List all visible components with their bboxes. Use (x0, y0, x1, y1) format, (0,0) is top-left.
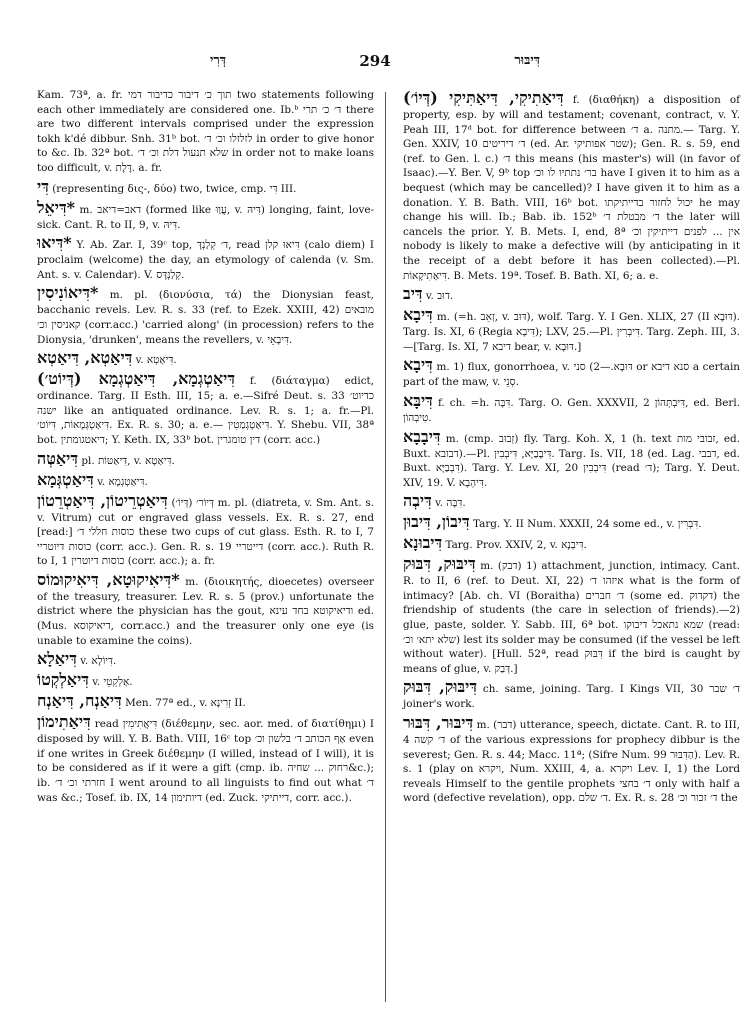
entry (403, 533, 740, 553)
headword: דִּיבָא (403, 355, 433, 375)
headword: דִּיאַתִיקִי, דִּיאַתִּיקִי (דְּיוֹ׳) (403, 88, 564, 107)
headword: דִּי (37, 176, 49, 196)
entry (403, 713, 740, 806)
entry (403, 427, 740, 491)
entry-text: ch. same, joining. Targ. I Kings VII, 30 ד׳ שבר joiner's work. (403, 683, 741, 711)
entry-text: Men. 77ª ed., v. זְרִינָא II. (125, 697, 246, 710)
headword: דִּיבָא (403, 305, 433, 325)
headword: דִּיבּוּק, דִּבּוּק (403, 677, 478, 697)
headword: דִּיבּוּר, דִּבּוּר (403, 713, 474, 733)
entry-text: m. (cmp. זְבוּב) fly. Targ. Koh. X, 1 (h. text זבובי מות, ed. Buxt. דבובא).—Pl. דִּיבָבַיָּא, דִּיבְבִין. Targ. Is. VII, 18 (ed. Lag. דבבי, ed. Buxt. דִּבְבַיָּא). Targ. Y. Lev. XI, 20 דִּיבְבִין (read ד׳); Targ. Y. Deut. XIV, 19. V. דִּיהְבָא. (403, 432, 740, 489)
headword: דִּיבְה (403, 491, 432, 511)
headword: דִּיאַנְח, דִּיאַנְח (37, 691, 122, 711)
headword: דִּיב (403, 284, 423, 304)
headword: דִּיאַטְא, דִּיאַטְא (37, 348, 133, 368)
entry (37, 449, 374, 469)
entry-text: f. (διαθήκη) a disposition of property, esp. by will and testament; covenant, contract, v. Y. Peah III, 17ᵈ bot. for difference between ד׳ a. מתנה.— Targ. Y. Gen. XXIV, 10 ד׳ דיריטים (ed. Ar. שטר אפותיקי); Gen. R. s. 59, end (ref. to Gen. l. c.) ד׳ this means (his master's) will (in favor of Isaac).—Y. Ber. V, 9ᵇ top בר׳ נתתיו לו וכ׳ have I given it to him as a bequest (which may be cancelled)? I have given it to him as a donation. Y. B. Bath. VIII, 16ᵇ bot. יכול לחזור בדייתיקתו he may change his will. Ib.; Bab. ib. 152ᵇ ד׳ מבטלת ד׳ the later will cancels the prior. Y. B. Mets. I, end, 8ª אין ... לפנים דייתיקין וכ׳ nobody is likely to make a defective will (by anticipating in it the receipt of a debt before it has been collected).—Pl. דִּיאַתִיקָאוֹת. B. Mets. 19ª. Tosef. B. Bath. XI, 6; a. e. (403, 94, 741, 282)
headword: דִּיבָבָא (403, 426, 441, 446)
entry (403, 391, 740, 426)
entry (37, 233, 374, 282)
entry-text: m. (διοικητής, dioecetes) overseer of the treasury, treasurer. Lev. R. s. 5 (prov.) unfortunate the district where the physician has the gout, ודיאיקוטא בחד עינא ed. (Mus. דיאיקוסא, corr.acc.) and the treasurer only one eye (is unable to examine the coins). (37, 575, 374, 647)
entry-text: v. דִּיוֹלָא. (80, 655, 117, 668)
entry (37, 88, 374, 176)
entry-text: Targ. Y. II Num. XXXII, 24 some ed., v. דִּבְרִין. (473, 518, 702, 531)
entry (37, 470, 374, 490)
entry (37, 348, 374, 368)
entry-text: f. (διάταγμα) edict, ordinance. Targ. II Esth. III, 15; a. e.—Sifré Deut. s. 33 כדיוט׳ ישנה like an antiquated ordinance. Lev. R. s. 1; a. fr.—Pl. דִּיאַטְגְּמָאוֹת, דִּיוֹט׳. Ex. R. s. 30; a. e.— דִּיאַטְגְמַטִין. Y. Shebu. VII, 38ª bot. דיאטגומתין; Y. Keth. IX, 33ᵇ bot. דין טומגרין (corr. acc.) (37, 375, 375, 446)
headword: *דִּיאוֹנִיסִין (37, 283, 99, 303)
headword: דִּיאַלְקְטוֹ (37, 670, 89, 690)
entry-text: m. pl. (διονύσια, τά) the Dionysian feast, bacchanic revels. Lev. R. s. 33 (ref. to Ezek. XXIII, 42) מובאים קאניסין וכ׳ (corr.acc.) 'carried along' (in procession) refers to the Dionysia, 'drunken', means the revellers, v. דִּיבָאֵי. (37, 289, 374, 346)
entry-text: (representing δις-, δύο) two, twice, cmp. דִּי III. (52, 182, 297, 195)
entry (37, 198, 374, 233)
entry (37, 177, 374, 197)
right-column (403, 88, 740, 807)
entry (37, 369, 374, 447)
entry-text: m. 1) flux, gonorrhoea, v. דּוּבָא.—2) סני or סנא דיבא a certain part of the maw, v. סְנֵי. (403, 361, 740, 389)
entry (403, 554, 740, 676)
left-catchword: דְּרִי (210, 53, 227, 68)
entry (37, 712, 374, 805)
right-catchword: דִּיבּוּר (514, 53, 540, 68)
entry-text: v. דוּב. (425, 290, 454, 303)
entry-text: Y. Ab. Zar. I, 39ᶜ top, ד׳ קְלַנְדָּ, read דִּיאוּ קלן (calo diem) I proclaim (welcome) the day, an etymology of calenda (v. Sm. Ant. s. v. Calendar). V. קְלַנְדָּס. (37, 239, 374, 281)
entry-text: v. אַלְקְטֵי. (92, 676, 133, 689)
headword: דִּיאַטְגְּמָא (37, 469, 94, 489)
entry (37, 283, 374, 347)
headword: *דִּיאוּ (37, 233, 72, 253)
entry-text: v. דִּיאַטְגְמָא. (97, 475, 148, 488)
entry-text: f. ch. =h. דִּבָּה. Targ. O. Gen. XXXVII, 2 דִּיבְתְּהוֹן, ed. Berl. טִיבְהוֹן. (403, 396, 741, 424)
entry (403, 355, 740, 390)
headword: *דִּיאֵל (37, 197, 76, 217)
headword: דִּיבוֹן, דִּיבוּן (403, 512, 470, 532)
entry-text: m. דאב=דיאב (formed like עֲוַוּ, v. דִּיהּ) longing, faint, love-sick. Cant. R. to II, 9, v. דִּיהּ. (37, 203, 374, 231)
entry-text: read דִּיאֲתִימִין (διέθεμην, sec. aor. med. of διατίθημι) I disposed by will. Y. B. Bath. VIII, 16ᶜ top אַף הכותב ד׳ בלשון וכ׳ even if one writes in Greek διέθεμην (I willed, instead of I will), it is to be considered as if it were a gift (cmp. ib. רחוק ... שחיה&c.); ib. חזרתי וכ׳ ד׳ I went around to all linguists to find out what ד׳ was &c.; Tosef. ib. IX, 14 דיותימון (ed. Zuck. דייתיקי, corr. acc.). (37, 718, 375, 804)
entry (37, 649, 374, 669)
headword: דִּיאַתִימוֹן (37, 712, 91, 732)
headword: דִּיבָּא (403, 390, 433, 410)
headword: דִּיבּוּק, דִּבּוּק (403, 554, 476, 574)
entry (37, 691, 374, 711)
headword: דִּיאַטְּה (37, 448, 79, 468)
entry (37, 570, 374, 648)
entry-text: m. (=h. זְאֵב, v. דּוּב), wolf. Targ. Y. I Gen. XLIX, 27 (II דּוּבָא). Targ. Is. XI, 6 (Regia דִּיבָא); LXV, 25.—Pl. דִּיבְרִין. Targ. Zeph. III, 3.—[Targ. Is. XI, 7 דיבא bear, v. דּוּבָא.] (403, 311, 740, 353)
entry (403, 491, 740, 511)
entry (403, 512, 740, 532)
entry-text: (דְּיוֹ׳) דְּיוֹר׳ m. pl. (diatreta, v. Sm. Ant. s. v. Vitrum) cut or engraved glass vessels. Ex. R. s. 27, end [read:] כוסות חללי ד׳ these two cups of cut glass. Esth. R. to I, 7 כוסות דיוטריי (corr. acc.). Gen. R. s. 19 דייטריי (corr. acc.). Ruth R. to I, 1 כוסות דיוטרין (corr. acc.); a. fr. (37, 496, 375, 568)
entry (403, 284, 740, 304)
entry (403, 305, 740, 354)
running-head (30, 52, 720, 74)
entry-text: v. דִּיאַטְא. (135, 354, 177, 367)
entry-text: pl. דִּיאַטּוֹת, v. דִּיאַטָא. (81, 454, 175, 467)
entry-text: Targ. Prov. XXIV, 2, v. דִּיבְנָא. (445, 539, 587, 552)
column-divider (385, 92, 386, 1002)
entry (403, 677, 740, 712)
left-column (37, 88, 374, 806)
headword: *דִּיאִיקוּטָא, דִּיאִיקוּמוֹס (37, 569, 180, 589)
entry-text: v. דִּבָּה. (435, 497, 466, 510)
headword: דִּיאַלָא (37, 649, 77, 669)
headword: דִּיאַטְרֵיטוֹן, דִּיאַטְרֵטוֹן (37, 490, 168, 510)
page-number: 294 (359, 52, 391, 70)
entry-text: m. (דבק) 1) attachment, junction, intimacy. Cant. R. to II, 6 (ref. to Deut. XI, 22) איזהו ד׳ what is the form of intimacy? [Ab. ch. VI (Boraitha) ד׳ חברים (some ed. דקדוק) the friendship of students (the care in selection of friends).—2) glue, paste, solder. Y. Sabb. III, 6ª bot. שמא נתאכל דיבוקו (read: שלא יתא׳ וכ׳) lest its solder may be consumed (if the vessel be left without water). [Hull. 52ª, read דִּבּוּק if the bird is caught by means of glue, v. דְּבַק.] (403, 560, 741, 675)
entry-text: Kam. 73ª, a. fr. תוך כ׳ דיבור כדיבור דמי two statements following each other immediately are considered one. Ib.ᵇ ד׳ כ׳ תרי there are two different intervals comprised under the expression tokh k'dé dibbur. Snh. 31ᵇ bot. לזלזלו וכ׳ ד׳ in order to give honor to &c. Ib. 32ª bot. שלא תנעול דלת וכ׳ ד׳ in order not to make loans too difficult, v. דֶּלֶת. a. fr. (37, 89, 375, 174)
entry-text: m. (דבר) utterance, speech, dictate. Cant. R. to III, 4 ד׳ קשה of the various expressions for prophecy dibbur is the severest; Gen. R. s. 44; Macc. 11ª; (Sifre Num. 99 הַדִּבּוּר). Lev. R. s. 1 (play on ויקרא, Num. XXIII, 4, a. ויקרא Lev. I, 1) the Lord reveals Himself to the gentile prophets ד׳ בחצי only with half a word (defective revelation), opp. ד׳ שלם. Ex. R. s. 28 ד׳ זכור וכ׳ the (403, 719, 741, 805)
entry (403, 88, 740, 283)
headword: דִּיבוּנָא (403, 533, 443, 553)
headword: דִּיאַטְגְמָא, דִּיאַטְגְמָא (דְּיוֹט׳) (37, 369, 236, 389)
entry (37, 670, 374, 690)
entry (37, 491, 374, 569)
